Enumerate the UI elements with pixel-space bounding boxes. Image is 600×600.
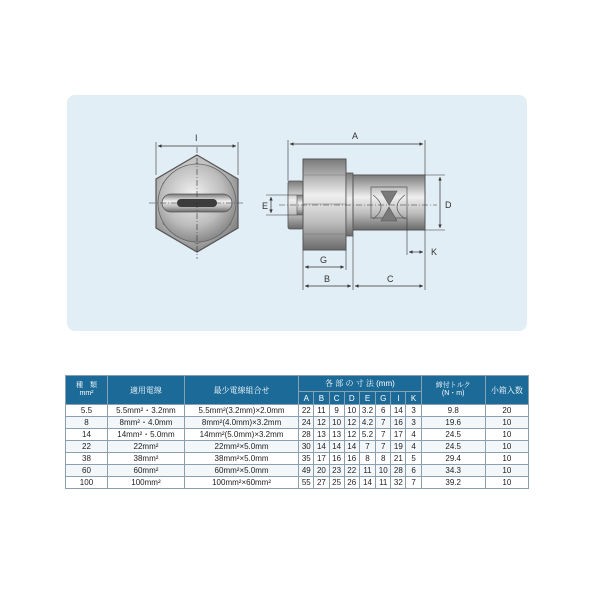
cell-dim: 49 bbox=[299, 465, 314, 477]
cell-type: 5.5 bbox=[66, 405, 108, 417]
cell-box: 10 bbox=[485, 429, 528, 441]
cell-dim: 12 bbox=[344, 417, 359, 429]
cell-dim: 22 bbox=[344, 465, 359, 477]
cell-torque: 39.2 bbox=[421, 477, 485, 489]
cell-dim: 3.2 bbox=[359, 405, 375, 417]
header-dim-e: E bbox=[359, 392, 375, 405]
cell-dim: 16 bbox=[344, 453, 359, 465]
cell-dim: 11 bbox=[376, 477, 391, 489]
cell-dim: 7 bbox=[359, 441, 375, 453]
cell-dim: 12 bbox=[344, 429, 359, 441]
header-box: 小箱入数 bbox=[485, 376, 528, 405]
cell-wire: 5.5mm²・3.2mm bbox=[107, 405, 184, 417]
cell-dim: 6 bbox=[406, 465, 421, 477]
header-type: 種 類 mm² bbox=[66, 376, 108, 405]
spec-table-body bbox=[66, 405, 529, 489]
cell-dim: 23 bbox=[329, 465, 344, 477]
cell-torque: 24.5 bbox=[421, 441, 485, 453]
cell-dim: 16 bbox=[329, 453, 344, 465]
table-row bbox=[66, 441, 529, 453]
cell-dim: 16 bbox=[391, 417, 406, 429]
header-torque: 締付トルク (N・m) bbox=[421, 376, 485, 405]
dim-label-a: A bbox=[352, 131, 359, 141]
cell-wire: 38mm² bbox=[107, 453, 184, 465]
cell-dim: 10 bbox=[329, 417, 344, 429]
cell-dim: 26 bbox=[344, 477, 359, 489]
cell-combo: 22mm²×5.0mm bbox=[184, 441, 298, 453]
cell-dim: 6 bbox=[376, 405, 391, 417]
cell-dim: 5.2 bbox=[359, 429, 375, 441]
header-dim-k: K bbox=[406, 392, 421, 405]
cell-dim: 4.2 bbox=[359, 417, 375, 429]
cell-dim: 12 bbox=[314, 417, 329, 429]
cell-torque: 29.4 bbox=[421, 453, 485, 465]
header-wire: 適用電線 bbox=[107, 376, 184, 405]
cell-box: 10 bbox=[485, 465, 528, 477]
cell-box: 10 bbox=[485, 453, 528, 465]
cell-wire: 8mm²・4.0mm bbox=[107, 417, 184, 429]
cell-dim: 13 bbox=[314, 429, 329, 441]
cell-type: 14 bbox=[66, 429, 108, 441]
cell-dim: 21 bbox=[391, 453, 406, 465]
dim-label-g: G bbox=[320, 255, 328, 265]
cell-combo: 60mm²×5.0mm bbox=[184, 465, 298, 477]
cell-dim: 7 bbox=[376, 429, 391, 441]
table-row bbox=[66, 453, 529, 465]
cell-dim: 7 bbox=[376, 417, 391, 429]
cell-dim: 9 bbox=[329, 405, 344, 417]
header-combo: 最少電線組合せ bbox=[184, 376, 298, 405]
cell-dim: 30 bbox=[299, 441, 314, 453]
cell-wire: 22mm² bbox=[107, 441, 184, 453]
dim-label-c: C bbox=[387, 274, 394, 284]
cell-box: 10 bbox=[485, 477, 528, 489]
cell-box: 20 bbox=[485, 405, 528, 417]
header-dimensions: 各 部 の 寸 法 (mm) bbox=[299, 376, 421, 392]
cell-dim: 14 bbox=[314, 441, 329, 453]
cell-dim: 4 bbox=[406, 441, 421, 453]
cell-wire: 100mm² bbox=[107, 477, 184, 489]
bolt-side-view bbox=[262, 131, 452, 290]
dim-label-k: K bbox=[431, 247, 438, 257]
cell-dim: 3 bbox=[406, 405, 421, 417]
cell-dim: 19 bbox=[391, 441, 406, 453]
cell-dim: 28 bbox=[299, 429, 314, 441]
dim-label-i: I bbox=[195, 133, 198, 143]
table-row bbox=[66, 417, 529, 429]
dim-label-b: B bbox=[324, 274, 331, 284]
technical-drawing bbox=[67, 95, 527, 331]
table-row bbox=[66, 465, 529, 477]
cell-type: 60 bbox=[66, 465, 108, 477]
cell-combo: 38mm²×5.0mm bbox=[184, 453, 298, 465]
cell-type: 38 bbox=[66, 453, 108, 465]
cell-dim: 7 bbox=[406, 477, 421, 489]
cell-dim: 14 bbox=[329, 441, 344, 453]
drawing-panel bbox=[67, 95, 527, 331]
cell-torque: 34.3 bbox=[421, 465, 485, 477]
dim-label-e: E bbox=[262, 201, 269, 211]
cell-wire: 60mm² bbox=[107, 465, 184, 477]
cell-dim: 4 bbox=[406, 429, 421, 441]
cell-dim: 22 bbox=[299, 405, 314, 417]
cell-dim: 32 bbox=[391, 477, 406, 489]
header-dim-g: G bbox=[376, 392, 391, 405]
cell-dim: 24 bbox=[299, 417, 314, 429]
cell-dim: 17 bbox=[314, 453, 329, 465]
cell-torque: 24.5 bbox=[421, 429, 485, 441]
header-dim-b: B bbox=[314, 392, 329, 405]
cell-box: 10 bbox=[485, 441, 528, 453]
cell-torque: 19.6 bbox=[421, 417, 485, 429]
table-row bbox=[66, 405, 529, 417]
cell-type: 100 bbox=[66, 477, 108, 489]
cell-dim: 17 bbox=[391, 429, 406, 441]
table-row bbox=[66, 477, 529, 489]
cell-box: 10 bbox=[485, 417, 528, 429]
cell-torque: 9.8 bbox=[421, 405, 485, 417]
cell-dim: 5 bbox=[406, 453, 421, 465]
cell-dim: 10 bbox=[344, 405, 359, 417]
cell-dim: 35 bbox=[299, 453, 314, 465]
header-dim-i: I bbox=[391, 392, 406, 405]
cell-type: 22 bbox=[66, 441, 108, 453]
cell-dim: 11 bbox=[359, 465, 375, 477]
cell-dim: 28 bbox=[391, 465, 406, 477]
table-row bbox=[66, 429, 529, 441]
cell-dim: 14 bbox=[391, 405, 406, 417]
cell-dim: 20 bbox=[314, 465, 329, 477]
dim-label-d: D bbox=[445, 200, 452, 210]
cell-dim: 8 bbox=[376, 453, 391, 465]
cell-combo: 14mm²(5.0mm)×3.2mm bbox=[184, 429, 298, 441]
cell-dim: 27 bbox=[314, 477, 329, 489]
cell-dim: 11 bbox=[314, 405, 329, 417]
cell-dim: 10 bbox=[376, 465, 391, 477]
cell-dim: 3 bbox=[406, 417, 421, 429]
cell-dim: 25 bbox=[329, 477, 344, 489]
cell-type: 8 bbox=[66, 417, 108, 429]
header-dim-d: D bbox=[344, 392, 359, 405]
header-dim-c: C bbox=[329, 392, 344, 405]
cell-dim: 13 bbox=[329, 429, 344, 441]
cell-dim: 8 bbox=[359, 453, 375, 465]
hex-front-view bbox=[149, 133, 245, 259]
cell-combo: 8mm²(4.0mm)×3.2mm bbox=[184, 417, 298, 429]
spec-table bbox=[65, 375, 529, 489]
cell-wire: 14mm²・5.0mm bbox=[107, 429, 184, 441]
header-dim-a: A bbox=[299, 392, 314, 405]
cell-combo: 100mm²×60mm² bbox=[184, 477, 298, 489]
cell-dim: 14 bbox=[359, 477, 375, 489]
cell-dim: 7 bbox=[376, 441, 391, 453]
cell-dim: 55 bbox=[299, 477, 314, 489]
cell-dim: 14 bbox=[344, 441, 359, 453]
cell-combo: 5.5mm²(3.2mm)×2.0mm bbox=[184, 405, 298, 417]
